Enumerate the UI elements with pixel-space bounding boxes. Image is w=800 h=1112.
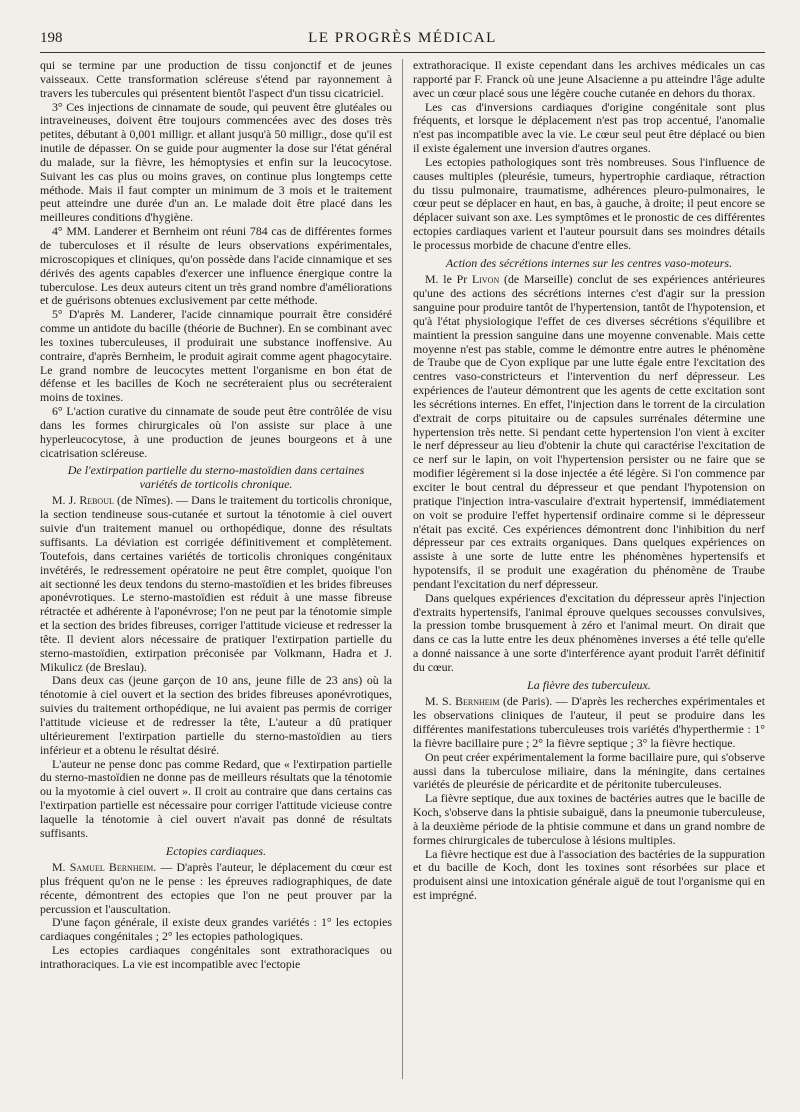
paragraph-text: (de Marseille) conclut de ses expériences antérieures qu'une des actions des sécrétions internes c'est d'agir sur la pression sanguine pour produire tantôt de l'hypertension, tantôt de l'hypotension, et qu'à l'état physiologique l'effet de ces diverses sécrétions s'équilibre et maintient la pression sanguine dans une moyenne convenable. Mais cette moyenne n'est pas stable, comme le démontre entre autres le phénomène de Traube que de Cyon explique par une lutte égale entre l'excitation des centres vaso-constricteurs et l'intervention du nerf dépresseur. Les expériences de l'auteur démontrent que les agents de cette excitation sont les sécrétions internes. En effet, l'injection dans le torrent de la circulation d'extrait de corps pituitaire ou de capsules surrénales détermine une hypertension très nette. Si pendant cette hypertension l'on vient à exciter le nerf dépresseur au lieu d'obtenir la chute qui caractérise l'excitation de ce nerf sur le lapin, on voit l'hypertension persister ou ne faire que se modifier légèrement si la dose injectée a été légère. Si l'on commence par exciter le bout central du dépresseur et que pendant l'hypotension on pratique l'injection intra-vasculaire d'extrait hypertensif, immédiatement on voit se produire l'effet hypertensif ordinaire comme si le dépresseur n'était pas excité. Ces expériences démontrent donc l'inhibition du nerf dépresseur par ces extraits organiques. Dans quelques expériences on assiste à une sorte de lutte entre les phénomènes hypertensifs et hypotensifs, il se produit une exagération du phénomène de Traube pendant l'excitation du nerf dépresseur. — [413, 272, 765, 591]
paragraph: La fièvre hectique est due à l'association des bactéries de la suppuration et du bacille de Koch, dont les toxines sont résorbées sur place et produisent ainsi une intoxication générale aiguë de tout l'organisme qui en est imprégné. — [413, 846, 765, 903]
author-name: Bernheim — [455, 694, 500, 709]
paragraph: Dans quelques expériences d'excitation du dépresseur après l'injection d'extraits hypertensifs, l'animal éprouve quelques secousses convulsives, la pression tombe brusquement à zéro et l'animal meurt. On dirait que dans ce cas la lutte entre les deux phénomènes inverses a été telle qu'elle a donné naissance à une sorte d'interférence ayant produit l'arrêt définitif du cœur. — [413, 590, 765, 674]
paragraph — [40, 494, 392, 674]
section-heading: Action des sécrétions internes sur les centres vaso-moteurs. — [445, 255, 733, 270]
paragraph — [413, 695, 765, 750]
paragraph: D'une façon générale, il existe deux grandes variétés : 1° les ectopies cardiaques congénitales ; 2° les ectopies pathologiques. — [40, 915, 392, 944]
journal-title: LE PROGRÈS MÉDICAL — [308, 30, 497, 46]
author-title: M. S. — [425, 694, 456, 709]
paragraph: 6° L'action curative du cinnamate de soude peut être contrôlée de visu dans les formes chirurgicales où l'on assiste sur place à une hyperleucocytose, à une production de jeunes bourgeons et à une cicatrisation scléreuse. — [40, 404, 392, 460]
paragraph: extrathoracique. Il existe cependant dans les archives médicales un cas rapporté par F. Franck où une jeune Alsacienne a pu atteindre l'âge adulte avec un cœur placé sous une légère couche cutanée en dehors du thorax. — [413, 58, 765, 100]
author-name: M. Samuel Bernheim — [52, 860, 154, 875]
column-divider — [402, 59, 403, 1079]
page-number: 198 — [40, 30, 63, 46]
author-name: Livon — [471, 272, 500, 287]
section-heading: La fièvre des tuberculeux. — [527, 677, 651, 692]
paragraph-text: (de Paris). — D'après les recherches expérimentales et les observations cliniques de l'auteur, il peut se produire dans les différentes manifestations tuberculeuses trois variétés d'hyperthermie : 1° la fièvre bacillaire pure ; 2° la fièvre septique ; 3° la fièvre hectique. — [413, 694, 765, 750]
author-title: M. le Pr — [425, 272, 472, 287]
paragraph — [413, 273, 765, 591]
paragraph: 3° Ces injections de cinnamate de soude, qui peuvent être glutéales ou intraveineuses, doivent être toujours commencées avec des doses très petites, débutant à 0,001 milligr. et allant jusqu'à 50 milligr., dose qu'il est inutile de dépasser. On se guide pour augmenter la dose sur l'état général du malade, sur la fièvre, les hémoptysies et enfin sur la leucocytose. Suivant les cas plus ou moins graves, on continue plus longtemps cette méthode. Mais il faut compter un minimum de 3 mois et le traitement peut atteindre une durée d'un an. Le malade doit être placé dans les meilleures conditions d'hygiène. — [40, 99, 392, 225]
paragraph: L'auteur ne pense donc pas comme Redard, que « l'extirpation partielle du sterno-mastoïdien ne donne pas de meilleurs résultats que la ténotomie ou la myotomie à ciel ouvert ». Il croit au contraire que dans certains cas l'extirpation partielle est nécessaire pour corriger l'attitude vicieuse contre laquelle la ténotomie à ciel ouvert n'avait pas donné de résultats suffisants. — [40, 756, 392, 840]
paragraph: Dans deux cas (jeune garçon de 10 ans, jeune fille de 23 ans) où la ténotomie à ciel ouvert et la section des brides fibreuses aponévrotiques, suivies du traitement orthopédique, ne lui avaient pas permis de corriger l'attitude vicieuse et de redresser la tête, L'auteur a dû pratiquer ultérieurement l'extirpation partielle du sterno-mastoïdien au tiers inférieur et a obtenu le résultat désiré. — [40, 673, 392, 757]
paragraph: Les ectopies cardiaques congénitales sont extrathoraciques ou intrathoraciques. La vie est incompatible avec l'ectopie — [40, 943, 392, 971]
paragraph — [40, 861, 392, 916]
paragraph: Les ectopies pathologiques sont très nombreuses. Sous l'influence de causes multiples (pleurésie, tumeurs, hypertrophie cardiaque, rétraction du tissu pulmonaire, traumatisme, adhérences pleuro-pulmonaires, le cœur peut se déplacer en haut, en bas, à gauche, à droite; il peut encore se déplacer suivant son axe. Les symptômes et le pronostic de ces différentes ectopies cardiaques varient et l'auteur poursuit dans ses moindres détails le processus morbide de chacune d'entre elles. — [413, 154, 765, 252]
right-column — [413, 59, 765, 903]
author-name: M. J. Reboul — [52, 493, 114, 508]
paragraph: 5° D'après M. Landerer, l'acide cinnamique pourrait être considéré comme un antidote du bacille (théorie de Buchner). En se combinant avec les toxines tuberculeuses, il produirait une substance inoffensive. Au contraire, d'après Bernheim, le produit agirait comme agent phagocytaire. Le grand nombre de leucocytes mettent l'organisme en bon état de défense et les bacilles de Koch ne secréteraient plus ou secréteraient moins de toxines. — [40, 307, 392, 405]
paragraph: 4° MM. Landerer et Bernheim ont réuni 784 cas de différentes formes de tuberculoses et il résulte de leurs observations expérimentales, microscopiques et cliniques, qu'on possède dans l'acide cinnamique et ses dérivés des agents capables d'exercer une influence énergique contre la tuberculose. Les deux auteurs citent un très grand nombre d'améliorations et de guérisons obtenues exclusivement par cette méthode. — [40, 224, 392, 308]
page-header — [40, 26, 765, 53]
paragraph-text: (de Nîmes). — Dans le traitement du torticolis chronique, la section tendineuse sous-cutanée et surtout la ténotomie à ciel ouvert suivie d'un traitement manuel ou orthopédique, donne des résultats suffisants. La déviation est corrigée définitivement et complètement. Toutefois, dans certaines variétés de torticolis chroniques congénitaux invétérés, le redressement opératoire ne peut être complet, quoique l'on ait sectionné les deux tendons du sterno-mastoïdien et les brides fibreuses aponévrotiques. Le sterno-mastoïdien est réduit à une masse fibreuse rétractée et adhérente à l'aponévrose; l'on ne peut par la ténotomie simple et la section des brides fibreuses, corriger l'attitude vicieuse et redresser la tête. Il devient alors nécessaire de pratiquer l'extirpation partielle du sterno-mastoïdien, extirpation préconisée par Volkmann, Hadra et J. Mikulicz (de Breslau). — [40, 493, 392, 674]
section-heading: Ectopies cardiaques. — [165, 843, 267, 858]
paragraph: On peut créer expérimentalement la forme bacillaire pure, qui s'observe aussi dans la tuberculose miliaire, dans la méningite, dans certaines variétés de pleurésie de péricardite et de péritonite tuberculeuses. — [413, 749, 765, 792]
paragraph: La fièvre septique, due aux toxines de bactéries autres que le bacille de Koch, s'observe dans la phtisie subaiguë, dans la pneumonie tuberculeuse, à la deuxième période de la phtisie commune et dans un grand nombre de formes chirurgicales de tuberculose à lésions multiples. — [413, 791, 765, 847]
paragraph: Les cas d'inversions cardiaques d'origine congénitale sont plus fréquents, et lorsque le déplacement n'est pas trop accentué, l'anomalie n'est pas incompatible avec la vie. Le cœur seul peut être déplacé ou bien il existe également une inversion d'autres organes. — [413, 99, 765, 156]
section-heading: De l'extirpation partielle du sterno-mastoïdien dans certaines variétés de torticolis chronique. — [67, 463, 365, 491]
left-column — [40, 59, 392, 972]
paragraph-text: . — D'après l'auteur, le déplacement du cœur est plus fréquent qu'on ne le pense : les épreuves radiographiques, de date récente, démontrent des ectopies que l'on ne peut prouver par la percussion et l'auscultation. — [40, 860, 392, 916]
paragraph: qui se termine par une production de tissu conjonctif et de jeunes vaisseaux. Cette transformation scléreuse s'étend par rayonnement à travers les tubercules qui présentent bientôt l'aspect d'un tissu cicatriciel. — [40, 58, 392, 100]
